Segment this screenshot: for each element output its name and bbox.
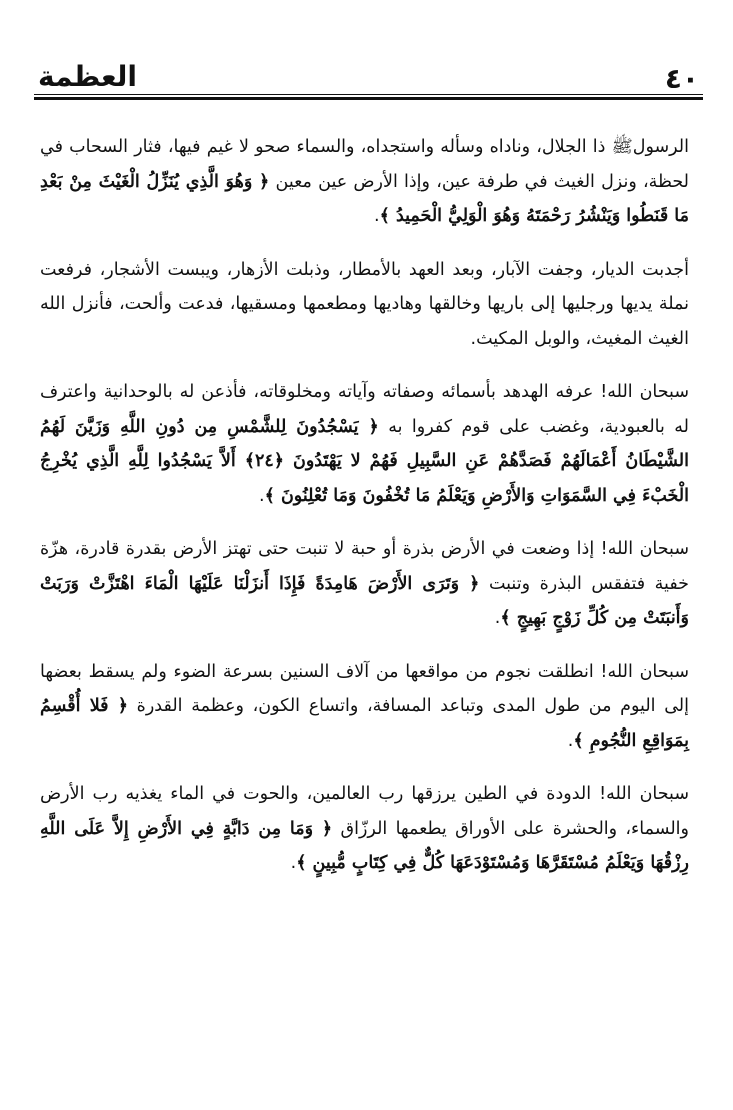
paragraph-text: سبحان الله! عرفه الهدهد بأسمائه وصفاته وآياته ومخلوقاته، فأذعن له بالوحدانية واعترف له بالعبودية، وغضب على قوم كفروا به [40, 382, 690, 437]
paragraph-text: سبحان الله! إذا وضعت في الأرض بذرة أو حبة لا تنبت حتى تهتز الأرض بقدرة قادرة، هزّة خفية فتفقس البذرة وتنبت [40, 539, 689, 594]
running-title: العظمة [38, 60, 137, 93]
paragraph-text: سبحان الله! الدودة في الطين يرزقها رب العالمين، والحوت في الماء يغذيه رب الأرض والسماء، والحشرة على الأوراق يطعمها الرزّاق [40, 784, 689, 839]
header-rule-thin [34, 94, 703, 95]
header-rule [34, 97, 703, 100]
paragraph-end: . [259, 485, 265, 506]
page-number: ٤٠ [664, 62, 699, 95]
paragraph-6 [40, 777, 689, 881]
quran-verse: ﴿ وَمَا مِن دَابَّةٍ فِي الأَرْضِ إِلاَّ عَلَى اللَّهِ رِزْقُهَا وَيَعْلَمُ مُسْتَقَرَّهَا وَمُسْتَوْدَعَهَا كُلٌّ فِي كِتَابٍ مُّبِينٍ ﴾ [40, 818, 689, 873]
paragraph-5 [40, 655, 689, 759]
paragraph-end: . [494, 608, 501, 628]
body-text [40, 130, 689, 900]
paragraph-end: . [567, 730, 574, 751]
page-header [34, 58, 703, 100]
paragraph-3 [40, 375, 689, 513]
paragraph-end: . [290, 853, 297, 873]
paragraph-4 [40, 532, 689, 636]
paragraph-1 [40, 130, 689, 234]
paragraph-2 [40, 253, 689, 357]
quran-verse: ﴿ وَهُوَ الَّذِي يُنَزِّلُ الْغَيْثَ مِنْ بَعْدِ مَا قَنَطُوا وَيَنْشُرُ رَحْمَتَهُ وَهُوَ الْوَلِيُّ الْحَمِيدُ ﴾ [40, 171, 689, 226]
paragraph-text: الرسولﷺ ذا الجلال، وناداه وسأله واستجداه، والسماء صحو لا غيم فيها، فثار السحاب في لحظة، ونزل الغيث في طرفة عين، وإذا الأرض عين معين [40, 137, 689, 192]
paragraph-end: . [374, 206, 380, 226]
quran-verse: ﴿ وَتَرَى الأَرْضَ هَامِدَةً فَإِذَا أَنزَلْنَا عَلَيْهَا الْمَاءَ اهْتَزَّتْ وَرَبَتْ وَأَنبَتَتْ مِن كُلِّ زَوْجٍ بَهِيجٍ ﴾ [40, 573, 689, 628]
quran-verse: ﴿ يَسْجُدُونَ لِلشَّمْسِ مِن دُونِ اللَّهِ وَزَيَّنَ لَهُمُ الشَّيْطَانُ أَعْمَالَهُمْ فَصَدَّهُمْ عَنِ السَّبِيلِ فَهُمْ لا يَهْتَدُونَ ﴿٢٤﴾ أَلاَّ يَسْجُدُوا لِلَّهِ الَّذِي يُخْرِجُ الْخَبْءَ فِي السَّمَوَاتِ وَالأَرْضِ وَيَعْلَمُ مَا تُخْفُونَ وَمَا تُعْلِنُونَ ﴾ [40, 416, 689, 506]
quran-verse: ﴿ فَلا أُقْسِمُ بِمَوَاقِعِ النُّجُومِ ﴾ [40, 696, 689, 751]
paragraph-text: سبحان الله! انطلقت نجوم من مواقعها من آلاف السنين بسرعة الضوء ولم يسقط بعضها إلى اليوم من طول المدى وتباعد المسافة، واتساع الكون، وعظمة القدرة [40, 661, 689, 716]
paragraph-text: أجدبت الديار، وجفت الآبار، وبعد العهد بالأمطار، وذبلت الأزهار، ويبست الأشجار، فرفعت نملة يديها ورجليها إلى باريها وخالقها وهاديها ومطعمها ومسقيها، فدعت وألحت، فأنزل الله الغيث المغيث، والوبل المكيث. [40, 259, 689, 349]
